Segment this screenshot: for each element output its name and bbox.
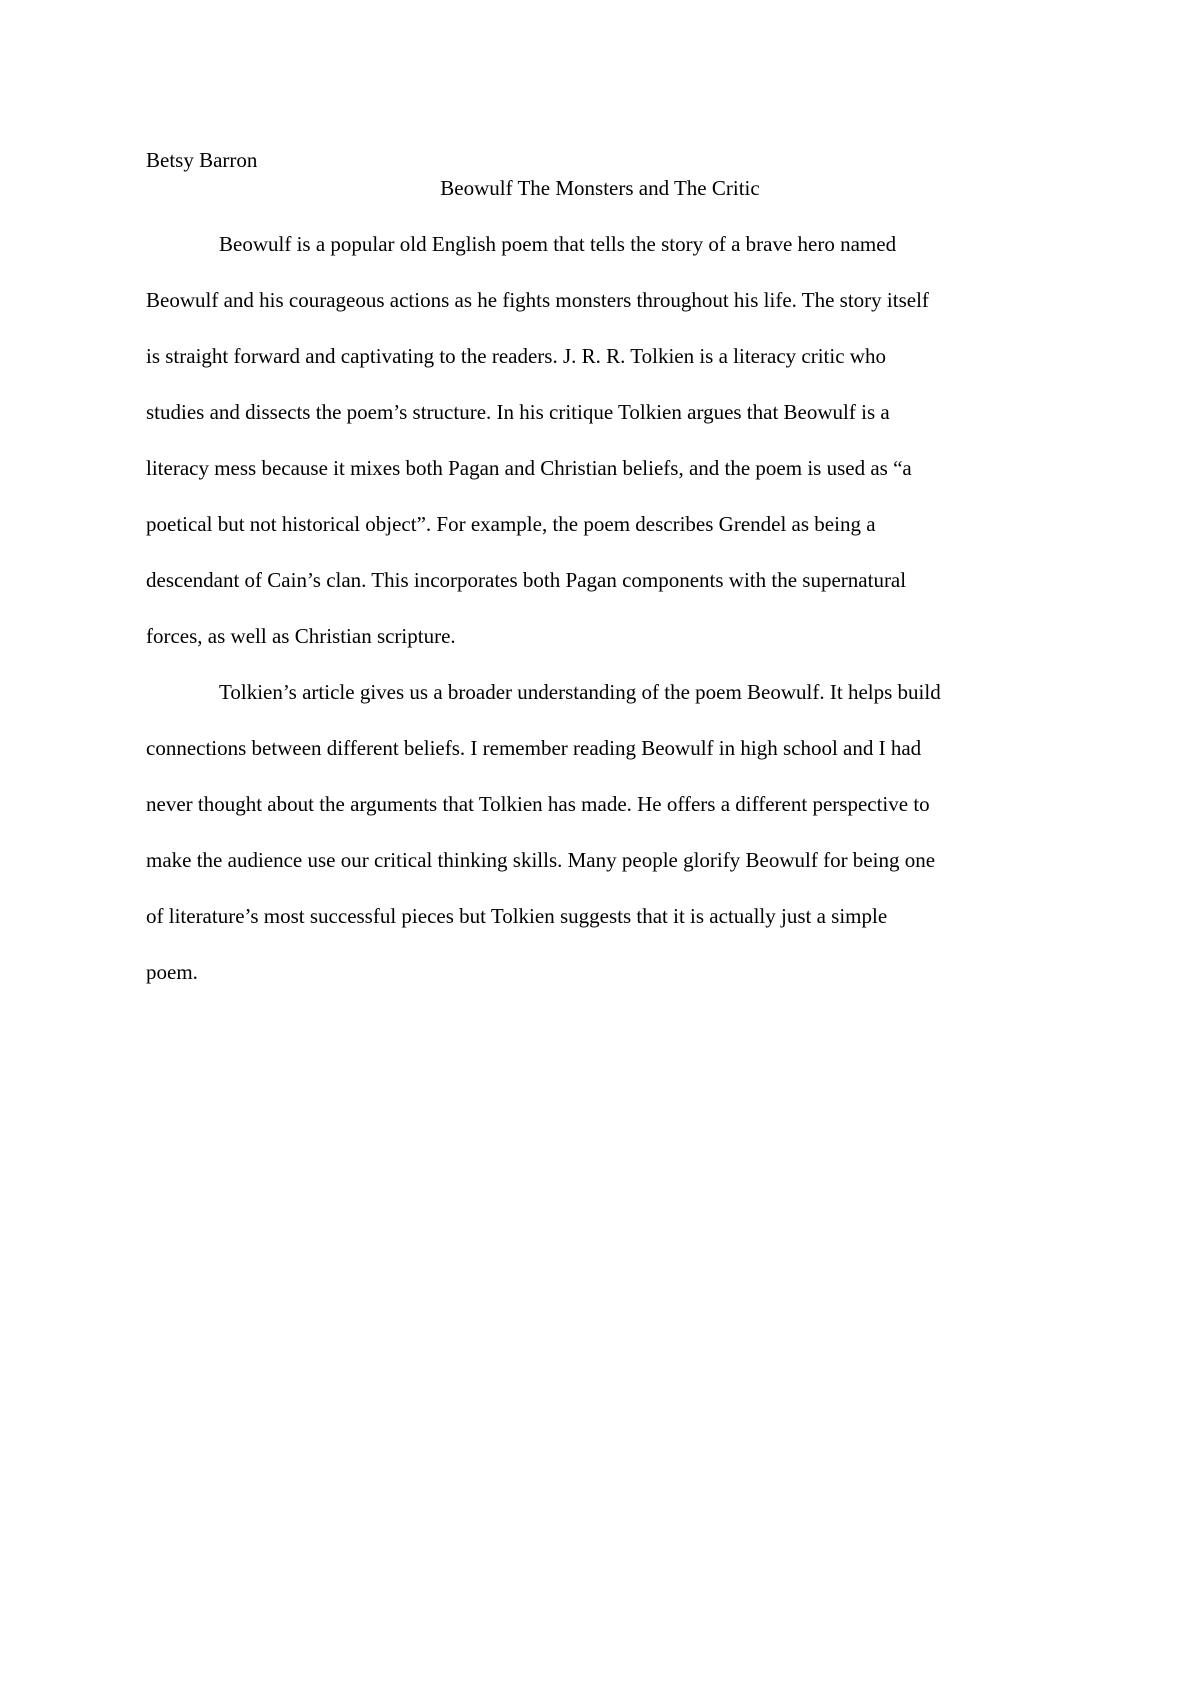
paragraph-line: literacy mess because it mixes both Pagan and Christian beliefs, and the poem is used as “a — [146, 456, 912, 480]
paragraph-line: Tolkien’s article gives us a broader understanding of the poem Beowulf. It helps build — [219, 680, 941, 704]
paragraph-2 — [146, 677, 1066, 1013]
paragraph-line: poetical but not historical object”. For example, the poem describes Grendel as being a — [146, 512, 876, 536]
paragraph-line: make the audience use our critical thinking skills. Many people glorify Beowulf for being one — [146, 848, 936, 872]
paragraph-line: is straight forward and captivating to the readers. J. R. R. Tolkien is a literacy critic who — [146, 344, 886, 368]
paragraph-line: forces, as well as Christian scripture. — [146, 624, 456, 648]
paragraph-line: of literature’s most successful pieces but Tolkien suggests that it is actually just a simple — [146, 904, 888, 928]
paragraph-line: poem. — [146, 960, 198, 984]
paragraph-line: Beowulf is a popular old English poem that tells the story of a brave hero named — [219, 232, 897, 256]
paragraph-line: Beowulf and his courageous actions as he fights monsters throughout his life. The story itself — [146, 288, 929, 312]
paragraph-line: studies and dissects the poem’s structure. In his critique Tolkien argues that Beowulf is a — [146, 400, 890, 424]
paragraph-line: never thought about the arguments that Tolkien has made. He offers a different perspective to — [146, 792, 930, 816]
essay-body — [146, 229, 1066, 1013]
paragraph-1 — [146, 229, 1066, 677]
author-name: Betsy Barron — [146, 148, 258, 172]
paragraph-line: descendant of Cain’s clan. This incorporates both Pagan components with the supernatural — [146, 568, 907, 592]
paragraph-line: connections between different beliefs. I remember reading Beowulf in high school and I had — [146, 736, 922, 760]
essay-title: Beowulf The Monsters and The Critic — [440, 176, 760, 200]
